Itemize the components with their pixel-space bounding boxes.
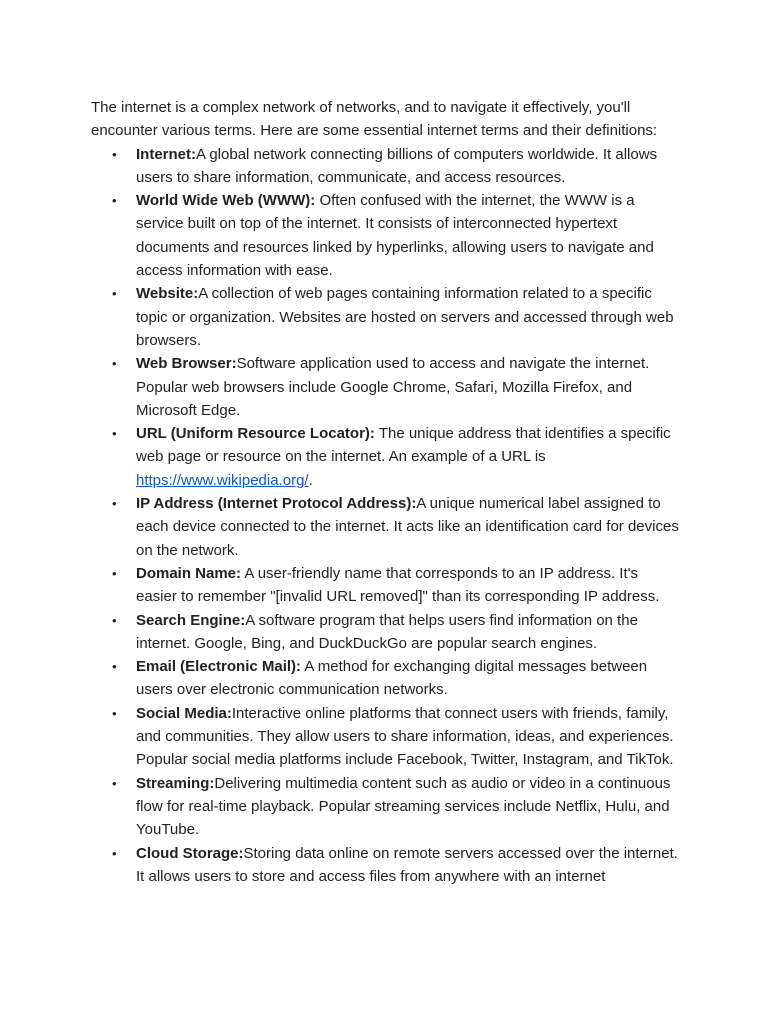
- term-definition: A unique numerical label assigned to each device connected to the internet. It acts like an identification card for devices on the network.: [136, 495, 679, 559]
- term-definition: A collection of web pages containing information related to a specific topic or organization. Websites are hosted on servers and accessed through web browsers.: [136, 285, 674, 349]
- list-item-email: [136, 655, 681, 702]
- list-item-search-engine: [136, 609, 681, 656]
- list-item-social-media: [136, 702, 681, 772]
- term-definition: The unique address that identifies a specific web page or resource on the internet. An example of a URL is: [136, 425, 671, 466]
- wikipedia-link[interactable]: https://www.wikipedia.org/: [136, 471, 309, 489]
- term-definition: Storing data online on remote servers accessed over the internet. It allows users to store and access files from anywhere with an internet: [136, 844, 678, 885]
- term-name: Streaming:: [136, 774, 215, 792]
- term-name: Website:: [136, 285, 199, 303]
- term-name: Search Engine:: [136, 611, 246, 629]
- term-name: Cloud Storage:: [136, 844, 244, 862]
- list-item-domain-name: [136, 562, 681, 609]
- list-item-cloud-storage: [136, 842, 681, 889]
- term-definition: Software application used to access and navigate the internet. Popular web browsers include Google Chrome, Safari, Mozilla Firefox, and Microsoft Edge.: [136, 355, 650, 419]
- term-definition: Often confused with the internet, the WWW is a service built on top of the internet. It consists of interconnected hypertext documents and resources linked by hyperlinks, allowing users to navigate and access information with ease.: [136, 192, 654, 280]
- term-definition: A global network connecting billions of computers worldwide. It allows users to share information, communicate, and access resources.: [136, 145, 658, 186]
- term-name: Internet:: [136, 145, 196, 163]
- term-definition-end: .: [308, 471, 313, 489]
- intro-paragraph: The internet is a complex network of networks, and to navigate it effectively, you'll encounter various terms. Here are some essential internet terms and their definitions:: [91, 99, 658, 140]
- term-name: Social Media:: [136, 704, 232, 722]
- term-name: Email (Electronic Mail):: [136, 658, 302, 676]
- list-item-internet: [136, 143, 681, 190]
- term-definition: Delivering multimedia content such as audio or video in a continuous flow for real-time playback. Popular streaming services include Netflix, Hulu, and YouTube.: [136, 774, 671, 839]
- terms-list: [91, 143, 681, 889]
- list-item-ip-address: [136, 492, 681, 562]
- term-definition: A user-friendly name that corresponds to an IP address. It's easier to remember "[invalid URL removed]" than its corresponding IP address.: [136, 564, 660, 606]
- list-item-website: [136, 282, 681, 352]
- term-name: URL (Uniform Resource Locator):: [136, 425, 375, 443]
- term-name: Domain Name:: [136, 564, 242, 582]
- document-page: [91, 96, 681, 888]
- term-name: World Wide Web (WWW):: [136, 192, 316, 210]
- list-item-www: [136, 189, 681, 282]
- list-item-url: [136, 422, 681, 492]
- term-name: IP Address (Internet Protocol Address):: [136, 495, 417, 513]
- term-definition: A method for exchanging digital messages between users over electronic communication networks.: [136, 658, 648, 699]
- term-definition: Interactive online platforms that connect users with friends, family, and communities. They allow users to share information, ideas, and experiences. Popular social media platforms include Facebook, Twitter, Instagram, and TikTok.: [136, 704, 674, 769]
- list-item-streaming: [136, 772, 681, 842]
- term-name: Web Browser:: [136, 355, 237, 373]
- term-definition: A software program that helps users find information on the internet. Google, Bing, and DuckDuckGo are popular search engines.: [136, 611, 638, 652]
- list-item-web-browser: [136, 352, 681, 422]
